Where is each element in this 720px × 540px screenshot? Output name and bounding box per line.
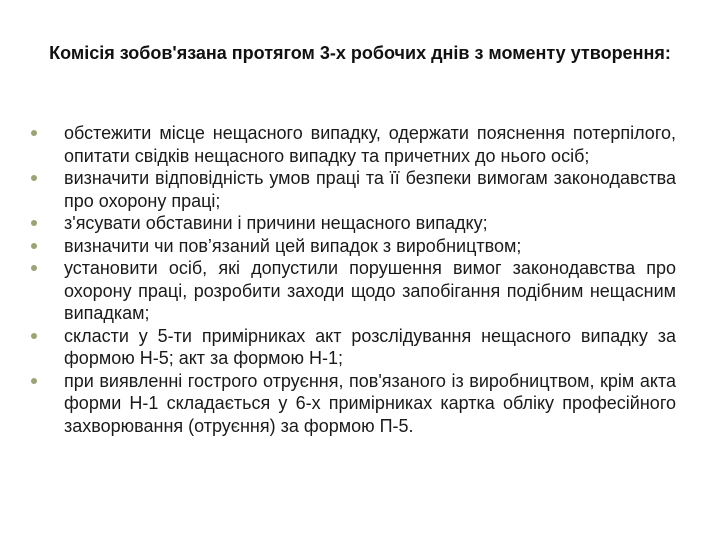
- bullet-dot-icon: [30, 174, 38, 182]
- bullet-dot-icon: [30, 242, 38, 250]
- bullet-item: [28, 122, 676, 167]
- bullet-item: [28, 370, 676, 438]
- bullet-list: [28, 122, 676, 437]
- slide-title: Комісія зобов'язана протягом 3-х робочих днів з моменту утворення:: [49, 43, 671, 63]
- bullet-dot-icon: [30, 264, 38, 272]
- bullet-text: з'ясувати обставини і причини нещасного випадку;: [64, 213, 488, 233]
- bullet-text: скласти у 5-ти примірниках акт розслідування нещасного випадку за формою Н-5; акт за формою Н-1;: [64, 325, 676, 368]
- bullet-item: [28, 235, 676, 258]
- bullet-text: визначити чи пов’язаний цей випадок з виробництвом;: [64, 235, 522, 256]
- bullet-item: [28, 212, 676, 235]
- bullet-dot-icon: [30, 377, 38, 385]
- bullet-dot-icon: [30, 332, 38, 340]
- bullet-dot-icon: [30, 129, 38, 137]
- bullet-text: при виявленні гострого отруєння, пов'язаного із виробництвом, крім акта форми Н-1 складається у 6-х примірниках картка обліку професійного захворювання (отруєння) за формою П-5.: [64, 370, 676, 436]
- bullet-text: визначити відповідність умов праці та її безпеки вимогам законодавства про охорону праці;: [64, 168, 676, 211]
- bullet-text: установити осіб, які допустили порушення вимог законодавства про охорону праці, розробити заходи щодо запобігання подібним нещасним випадкам;: [64, 258, 676, 323]
- bullet-item: [28, 257, 676, 325]
- bullet-item: [28, 167, 676, 212]
- bullet-dot-icon: [30, 219, 38, 227]
- bullet-text: обстежити місце нещасного випадку, одержати пояснення потерпілого, опитати свідків нещасного випадку та причетних до нього осіб;: [64, 123, 676, 166]
- bullet-item: [28, 325, 676, 370]
